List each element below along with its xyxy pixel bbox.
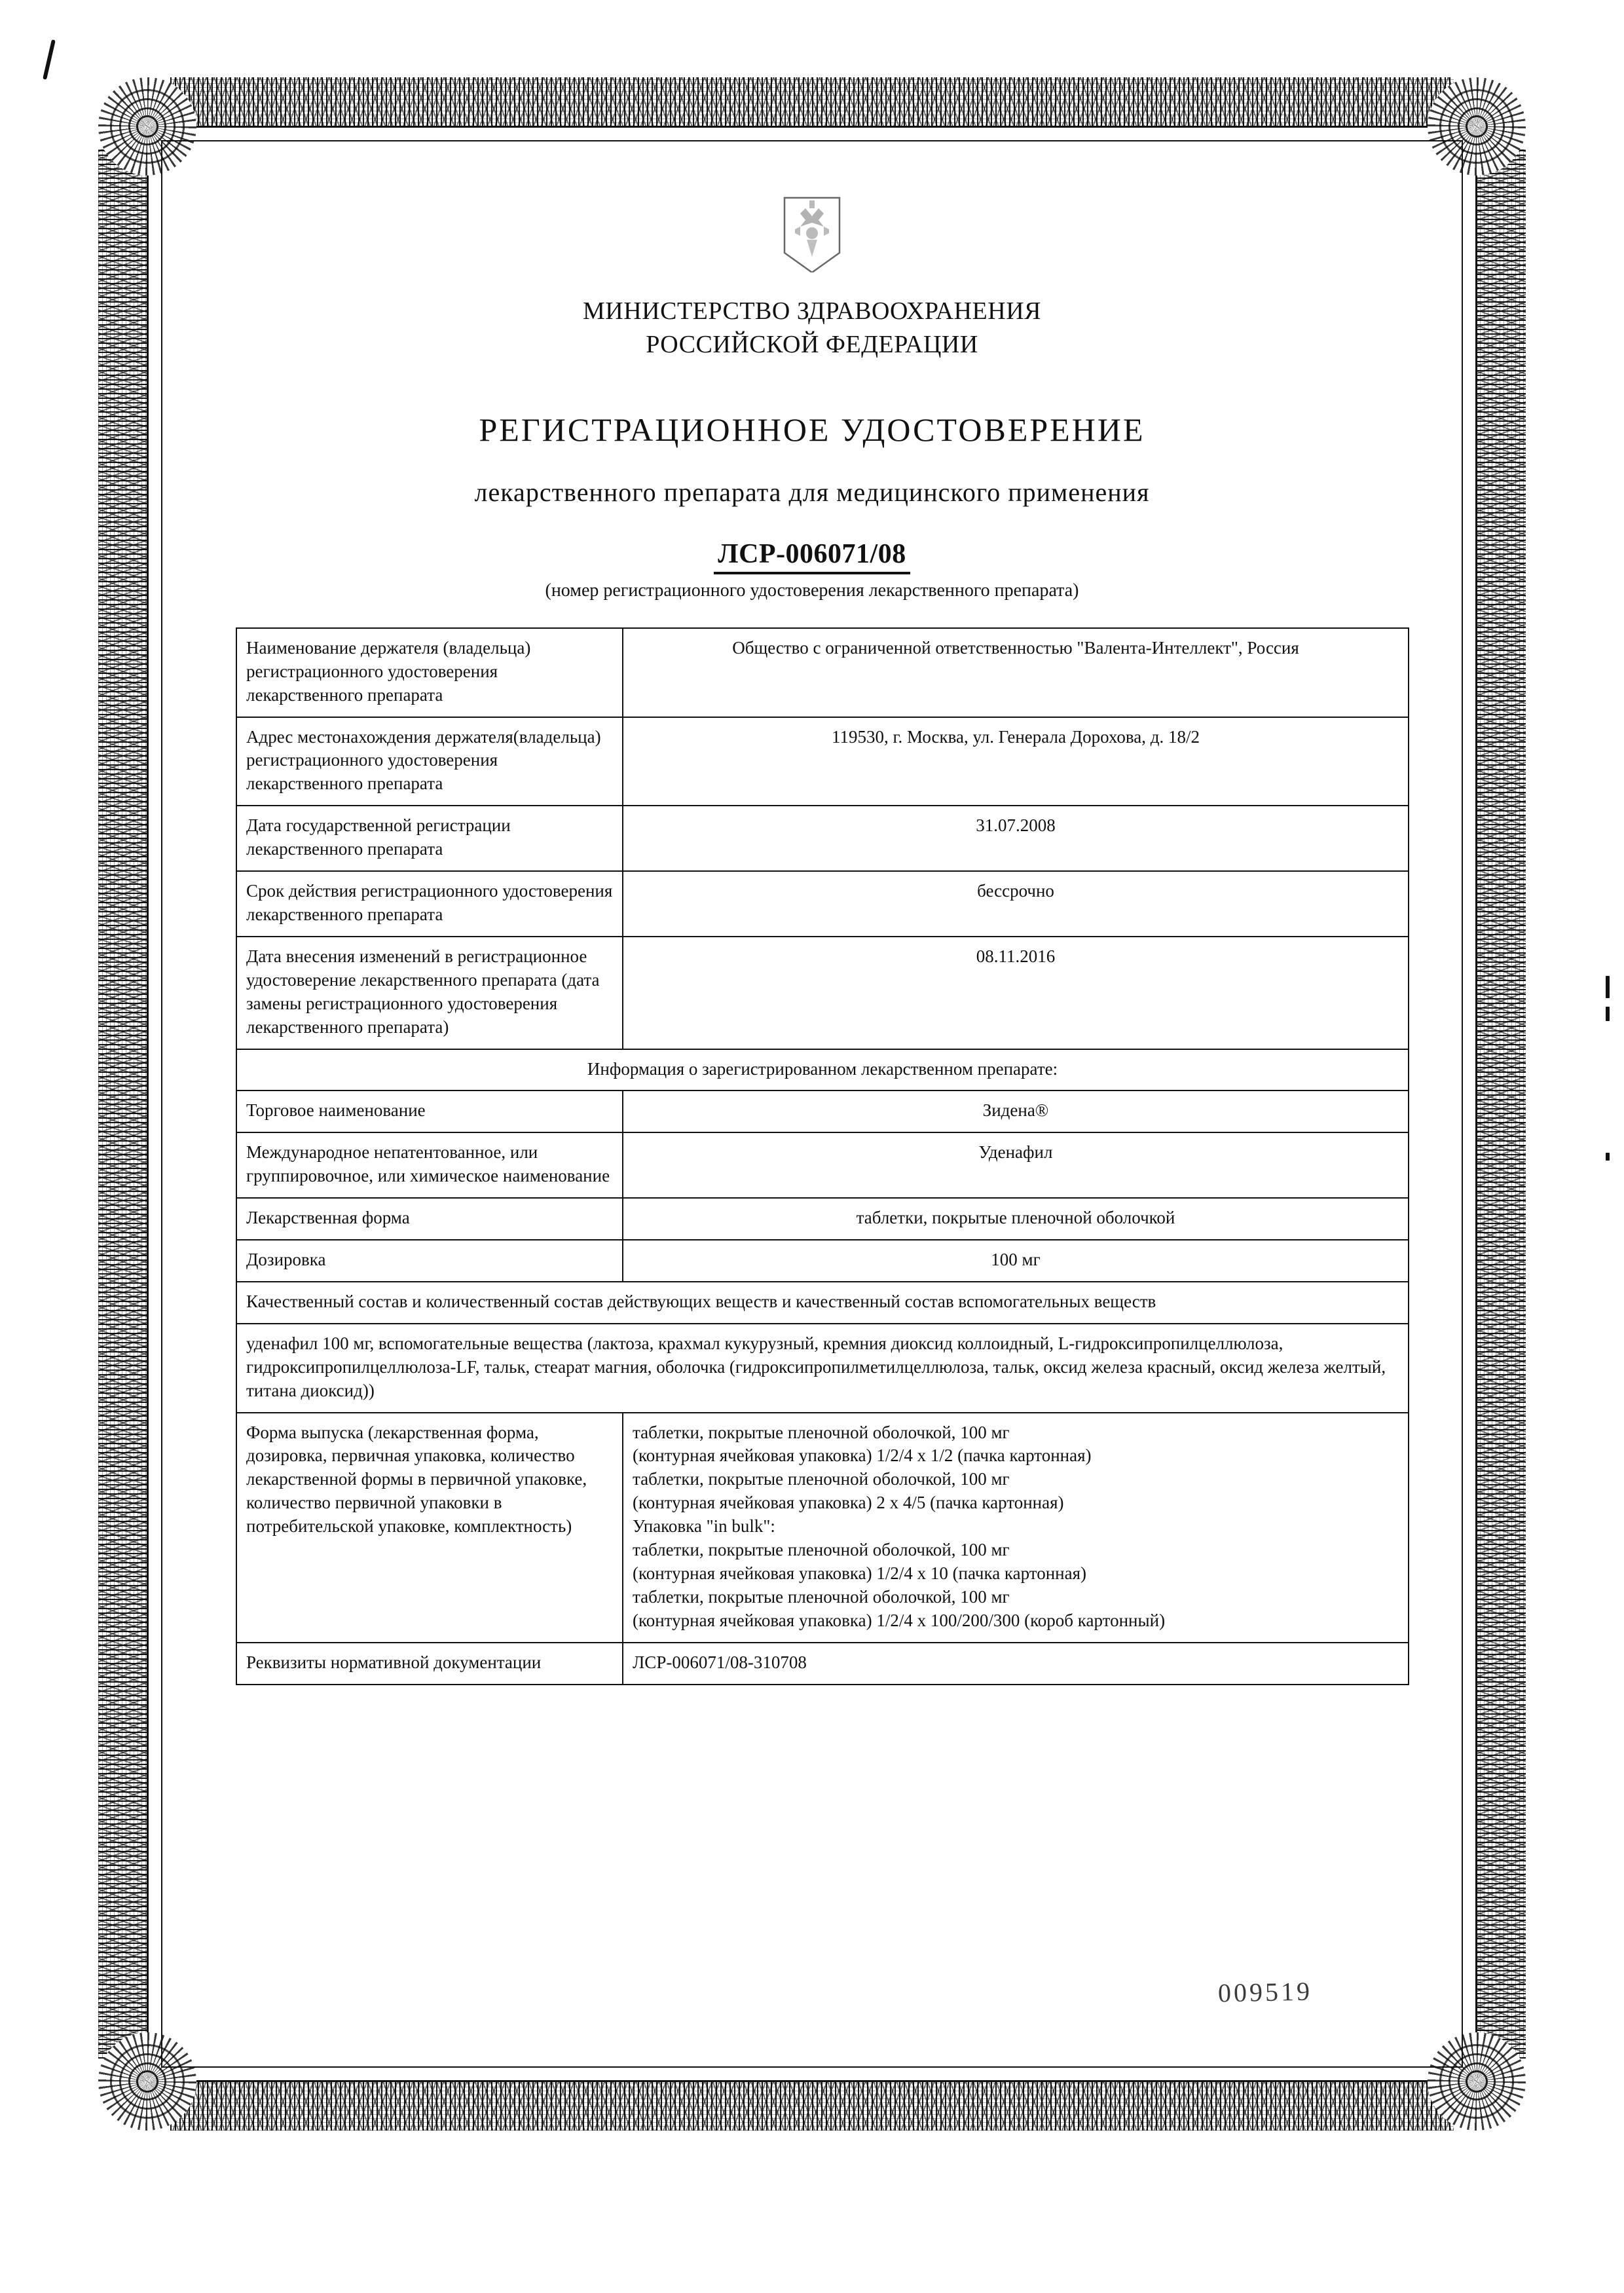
border-rule <box>170 126 1454 128</box>
row-label: Наименование держателя (владельца) регистрационного удостоверения лекарственного препарата <box>236 628 623 717</box>
table-section-header-row <box>236 1049 1409 1091</box>
table-row <box>236 1132 1409 1198</box>
table-row <box>236 1198 1409 1240</box>
border-rule <box>1475 149 1477 2059</box>
row-value: Уденафил <box>623 1132 1409 1198</box>
ministry-heading <box>236 295 1388 362</box>
row-value: 119530, г. Москва, ул. Генерала Дорохова, д. 18/2 <box>623 717 1409 806</box>
packaging-line: (контурная ячейковая упаковка) 1/2/4 x 10 (пачка картонная) <box>633 1563 1087 1583</box>
border-band-bottom <box>170 2081 1454 2131</box>
ministry-line-1: МИНИСТЕРСТВО ЗДРАВООХРАНЕНИЯ <box>583 297 1041 325</box>
table-row <box>236 806 1409 871</box>
row-label: Лекарственная форма <box>236 1198 623 1240</box>
packaging-line: (контурная ячейковая упаковка) 1/2/4 x 100/200/300 (короб картонный) <box>633 1610 1166 1630</box>
packaging-line: таблетки, покрытые пленочной оболочкой, 100 мг <box>633 1469 1010 1489</box>
row-value: бессрочно <box>623 871 1409 937</box>
border-band-left <box>98 149 148 2059</box>
packaging-label: Форма выпуска (лекарственная форма, дозировка, первичная упаковка, количество лекарственной формы в первичной упаковке, количество первичной упаковки в потребительской упаковке, комплектность) <box>236 1413 623 1643</box>
packaging-line: (контурная ячейковая упаковка) 2 x 4/5 (пачка картонная) <box>633 1493 1064 1513</box>
packaging-row <box>236 1413 1409 1643</box>
row-label: Международное непатентованное, или группировочное, или химическое наименование <box>236 1132 623 1198</box>
russian-coat-of-arms-icon <box>781 196 843 272</box>
composition-header-row <box>236 1282 1409 1324</box>
registration-number-value: ЛСР-006071/08 <box>714 539 910 574</box>
row-label: Реквизиты нормативной документации <box>236 1643 623 1685</box>
registration-number <box>236 538 1388 570</box>
row-label: Дата государственной регистрации лекарственного препарата <box>236 806 623 871</box>
scan-edge-tick <box>1606 1007 1610 1021</box>
composition-header: Качественный состав и количественный состав действующих веществ и качественный состав вспомогательных веществ <box>236 1282 1409 1324</box>
scan-edge-tick <box>1606 1153 1610 1161</box>
row-value: 08.11.2016 <box>623 937 1409 1049</box>
row-label: Дозировка <box>236 1240 623 1282</box>
table-row <box>236 1643 1409 1685</box>
table-row <box>236 937 1409 1049</box>
border-rule <box>170 2080 1454 2082</box>
border-band-top <box>170 77 1454 127</box>
section-header: Информация о зарегистрированном лекарственном препарате: <box>236 1049 1409 1091</box>
packaging-line: Упаковка "in bulk": <box>633 1516 775 1537</box>
row-label: Срок действия регистрационного удостоверения лекарственного препарата <box>236 871 623 937</box>
row-value: Общество с ограниченной ответственностью "Валента-Интеллект", Россия <box>623 628 1409 717</box>
document-body <box>236 196 1388 1685</box>
packaging-value <box>623 1413 1409 1643</box>
row-value: Зидена® <box>623 1091 1409 1132</box>
table-row <box>236 628 1409 717</box>
packaging-line: таблетки, покрытые пленочной оболочкой, 100 мг <box>633 1422 1010 1442</box>
composition-text: уденафил 100 мг, вспомогательные вещества (лактоза, крахмал кукурузный, кремния диоксид коллоидный, L-гидроксипропилцеллюлоза, гидроксипропилцеллюлоза-LF, тальк, стеарат магния, оболочка (гидроксипропилметилцеллюлоза, тальк, оксид железа красный, оксид железа желтый, титана диоксид)) <box>236 1324 1409 1413</box>
packaging-line: таблетки, покрытые пленочной оболочкой, 100 мг <box>633 1540 1010 1560</box>
border-band-right <box>1476 149 1526 2059</box>
table-row <box>236 871 1409 937</box>
row-label: Торговое наименование <box>236 1091 623 1132</box>
border-rule <box>147 149 149 2059</box>
ministry-line-2: РОССИЙСКОЙ ФЕДЕРАЦИИ <box>646 330 978 358</box>
certificate-table <box>236 627 1409 1685</box>
row-value: 100 мг <box>623 1240 1409 1282</box>
row-value: 31.07.2008 <box>623 806 1409 871</box>
registration-number-caption: (номер регистрационного удостоверения лекарственного препарата) <box>545 580 1079 601</box>
document-title: РЕГИСТРАЦИОННОЕ УДОСТОВЕРЕНИЕ <box>479 411 1145 448</box>
row-label: Адрес местонахождения держателя(владельца) регистрационного удостоверения лекарственного препарата <box>236 717 623 806</box>
serial-number: 009519 <box>1217 1976 1313 2008</box>
row-value: таблетки, покрытые пленочной оболочкой <box>623 1198 1409 1240</box>
document-subtitle: лекарственного препарата для медицинского применения <box>474 477 1150 507</box>
scan-edge-tick <box>1606 976 1610 998</box>
row-label: Дата внесения изменений в регистрационное удостоверение лекарственного препарата (дата замены регистрационного удостоверения лекарственного препарата) <box>236 937 623 1049</box>
table-row <box>236 1240 1409 1282</box>
table-row <box>236 717 1409 806</box>
packaging-line: таблетки, покрытые пленочной оболочкой, 100 мг <box>633 1586 1010 1607</box>
composition-row <box>236 1324 1409 1413</box>
table-row <box>236 1091 1409 1132</box>
row-value: ЛСР-006071/08-310708 <box>623 1643 1409 1685</box>
packaging-line: (контурная ячейковая упаковка) 1/2/4 x 1/2 (пачка картонная) <box>633 1445 1092 1466</box>
scan-pen-mark <box>43 39 56 80</box>
